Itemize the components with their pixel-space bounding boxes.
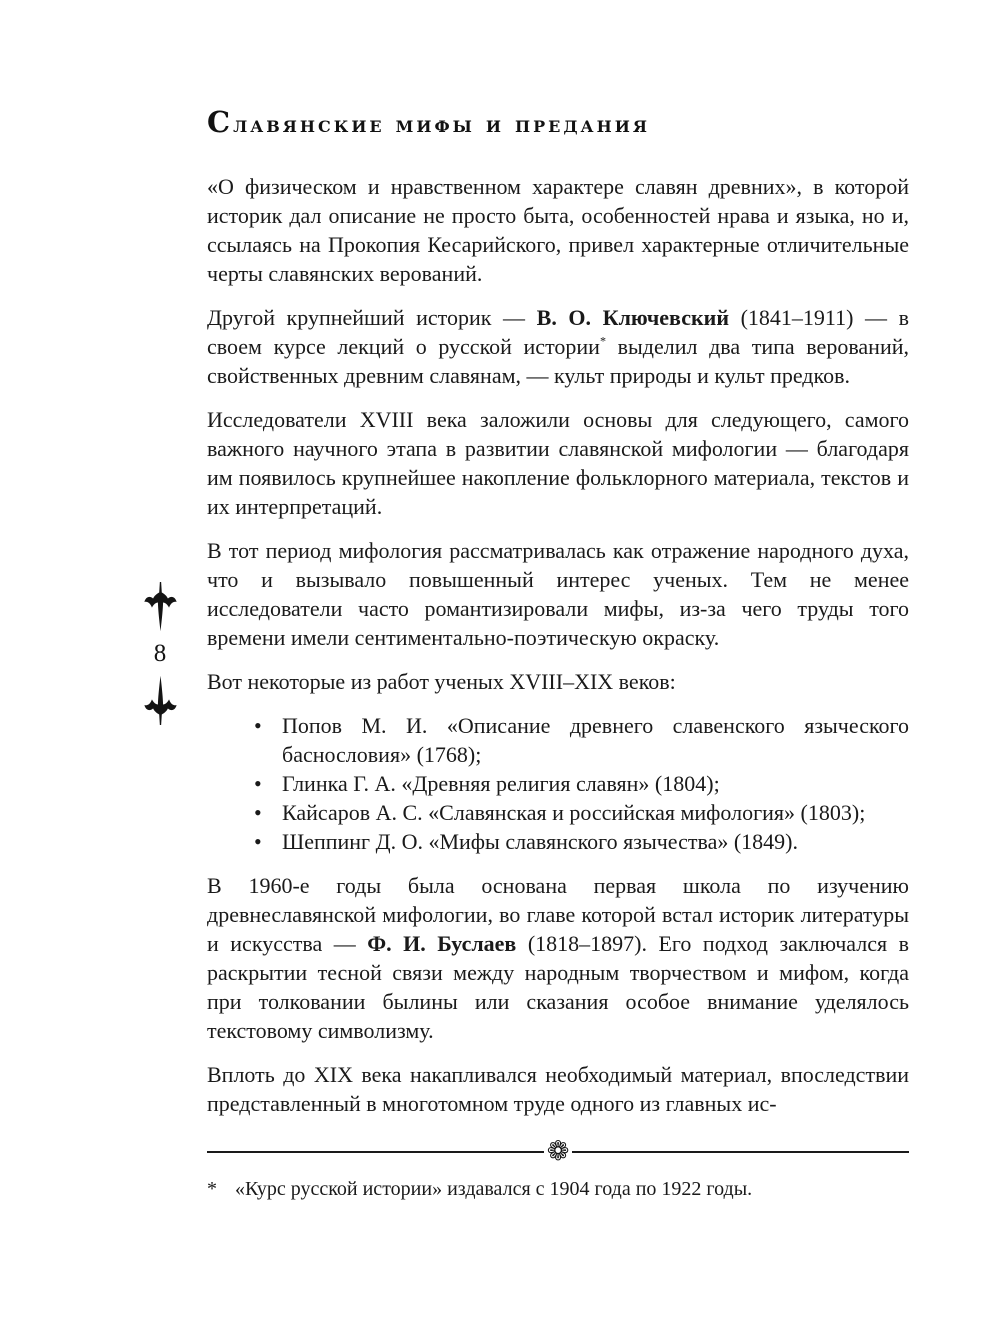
footnote-separator	[207, 1138, 909, 1165]
separator-rule-left	[207, 1151, 544, 1153]
emphasized-name: Ф. И. Буслаев	[367, 931, 517, 956]
running-header: Славянские мифы и предания	[207, 105, 650, 139]
text-run: В тот период мифология рассматривалась как отражение народного духа, что и вызывало повышенный интерес ученых. Тем не менее исследователи часто романтизировали мифы, из-за чего труды того времени имели сентиментально-поэтическую окраску.	[207, 538, 909, 650]
margin-pagination	[138, 582, 182, 725]
footnote-block	[207, 1138, 909, 1222]
text-run: (1841–1911) — в своем курсе лекций о русской истории	[207, 305, 909, 359]
text-run: Другой крупнейший историк —	[207, 305, 537, 330]
footnote-reference: *	[599, 334, 606, 349]
paragraph	[207, 172, 909, 288]
works-list	[207, 711, 909, 856]
list-item: • Глинка Г. А. «Древняя религия славян» (1804);	[207, 769, 909, 798]
paragraphs-before-list	[207, 172, 909, 652]
fleuron-down-icon	[138, 582, 182, 632]
list-item: • Шеппинг Д. О. «Мифы славянского язычества» (1849).	[207, 827, 909, 856]
paragraphs-after-list	[207, 871, 909, 1118]
paragraph	[207, 871, 909, 1045]
paragraph	[207, 1060, 909, 1118]
list-intro: Вот некоторые из работ ученых XVIII–XIX веков:	[207, 669, 676, 694]
page-number: 8	[153, 640, 167, 667]
footnote-marker: *	[207, 1178, 217, 1200]
fleuron-up-icon	[138, 675, 182, 725]
text-run: Исследователи XVIII века заложили основы для следующего, самого важного научного этапа в развитии славянской мифологии — благодаря им появилось крупнейшее накопление фольклорного материала, текстов и их интерпретаций.	[207, 407, 909, 519]
paragraph	[207, 405, 909, 521]
text-run: (1818–1897). Его подход заключался в раскрытии тесной связи между народным творчеством и мифом, когда при толковании былины или сказания особое внимание уделялось текстовому символизму.	[207, 931, 909, 1043]
text-column	[207, 105, 909, 1133]
emphasized-name: В. О. Ключевский	[536, 305, 729, 330]
list-item: • Попов М. И. «Описание древнего славенского языческого баснословия» (1768);	[207, 711, 909, 769]
rosette-ornament-icon: ❁	[546, 1136, 570, 1167]
separator-rule-right	[572, 1151, 909, 1153]
text-run: выделил два типа верований, свойственных древним славянам, — культ природы и культ предков.	[207, 334, 909, 388]
paragraph	[207, 536, 909, 652]
text-run: В 1960-е годы была основана первая школа по изучению древнеславянской мифологии, во главе которой встал историк литературы и искусства —	[207, 873, 909, 956]
footnote-text: «Курс русской истории» издавался с 1904 года по 1922 годы.	[235, 1178, 753, 1200]
footnote	[207, 1176, 909, 1202]
list-item: • Кайсаров А. С. «Славянская и российская мифология» (1803);	[207, 798, 909, 827]
paragraph	[207, 303, 909, 390]
text-run: «О физическом и нравственном характере славян древних», в которой историк дал описание не просто быта, особенностей нрава и языка, но и, ссылаясь на Прокопия Кесарийского, привел характерные отличительные черты славянских верований.	[207, 174, 909, 286]
text-run: Вплоть до XIX века накапливался необходимый материал, впоследствии представленный в многотомном труде одного из главных ис-	[207, 1062, 909, 1116]
